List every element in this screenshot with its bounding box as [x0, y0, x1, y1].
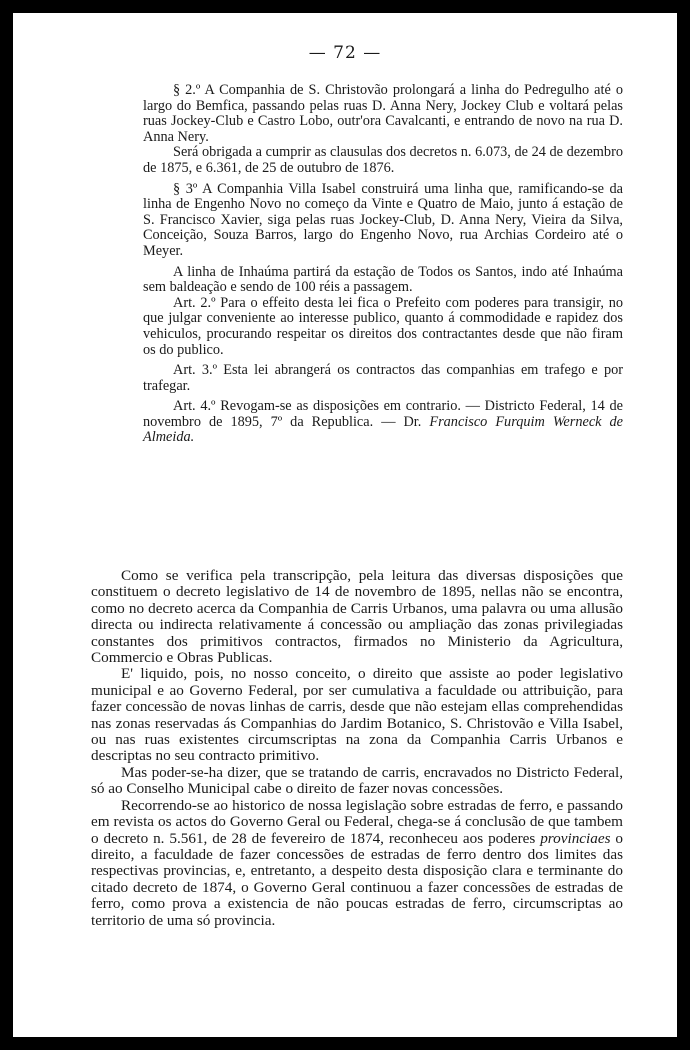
quoted-paragraph-2: Será obrigada a cumprir as clausulas dos decretos n. 6.073, de 24 de dezembro de 1875, e 6.361, de 25 de outubro de 1876.: [143, 144, 623, 176]
quoted-decree-text: [143, 83, 623, 446]
signature: Francisco Furquim Werneck de Almeida.: [143, 413, 623, 446]
quoted-paragraph-7: [143, 399, 623, 446]
body-paragraph-3: Mas poder-se-ha dizer, que se tratando de carris, encravados no Districto Federal, só ao Conselho Municipal cabe o direito de fazer novas concessões.: [91, 763, 623, 798]
quoted-paragraph-4: A linha de Inhaúma partirá da estação de Todos os Santos, indo até Inhaúma sem baldeação e sendo de 100 réis a passagem.: [143, 263, 623, 296]
body-paragraph-4-part-a: Recorrendo-se ao historico de nossa legislação sobre estradas de ferro, e passando em revista os actos do Governo Geral ou Federal, chega-se á conclusão de que tambem o decreto n. 5.561, de 28 de fevereiro de 1874, reconheceu aos poderes: [91, 796, 623, 847]
quoted-paragraph-5: Art. 2.º Para o effeito desta lei fica o Prefeito com poderes para transigir, no que julgar conveniente ao interesse publico, quanto á commodidade e rapidez dos vehiculos, procurando respeitar os direitos dos contractantes desde que não firam os do publico.: [143, 294, 623, 358]
body-paragraph-4-part-b: o direito, a faculdade de fazer concessões de estradas de ferro dentro dos limites das respectivas provincias, e, entretanto, a despeito desta disposição clara e terminante do citado decreto de 1874, o Governo Geral continuou a fazer concessões de estradas de ferro, como prova a existencia de não poucas estradas de ferro, circumscriptas ao territorio de uma só provincia.: [91, 829, 623, 929]
quoted-paragraph-3: § 3º A Companhia Villa Isabel construirá uma linha que, ramificando-se da linha de Engenho Novo no começo da Vinte e Quatro de Maio, junto á estação de S. Francisco Xavier, siga pelas ruas Jockey-Club, D. Anna Nery, Vieira da Silva, Conceição, Souza Barros, largo do Engenho Novo, rua Archias Cordeiro até o Meyer.: [143, 180, 623, 259]
quoted-paragraph-1: § 2.º A Companhia de S. Christovão prolongará a linha do Pedregulho até o largo do Bemfica, passando pelas ruas D. Anna Nery, Jockey Club e voltará pelas ruas Jockey-Club e Castro Lobo, outr'ora Cavalcanti, e entrando de novo na rua D. Anna Nery.: [143, 82, 623, 145]
body-paragraph-1: Como se verifica pela transcripção, pela leitura das diversas disposições que constituem o decreto legislativo de 14 de novembro de 1895, nellas não se encontra, como no decreto acerca da Companhia de Carris Urbanos, uma palavra ou uma allusão directa ou indirecta relativamente á concessão ou ampliação das zonas privilegiadas constantes dos primitivos contractos, firmados no Ministerio da Agricultura, Commercio e Obras Publicas.: [91, 567, 623, 667]
body-text: [91, 568, 623, 929]
body-paragraph-4: [91, 798, 623, 929]
page-number: — 72 —: [308, 43, 382, 63]
body-paragraph-2: E' liquido, pois, no nosso conceito, o direito que assiste ao poder legislativo municipal e ao Governo Federal, por ser cumulativa a faculdade ou attribuição, para fazer concessão de novas linhas de carris, desde que não estejam ellas comprehendidas nas zonas reservadas ás Companhias do Jardim Botanico, S. Christovão e Villa Isabel, ou nas ruas existentes circumscriptas na zona da Companhia Carris Urbanos e descriptas no seu contracto primitivo.: [91, 665, 623, 765]
emphasis-provinciaes: provinciaes: [540, 829, 611, 847]
quoted-paragraph-7-text: Art. 4.º Revogam-se as disposições em contrario. — Districto Federal, 14 de novembro de 1895, 7º da Republica. — Dr.: [143, 398, 623, 430]
quoted-paragraph-6: Art. 3.º Esta lei abrangerá os contractos das companhias em trafego e por trafegar.: [143, 362, 623, 394]
document-page: [13, 13, 677, 1037]
